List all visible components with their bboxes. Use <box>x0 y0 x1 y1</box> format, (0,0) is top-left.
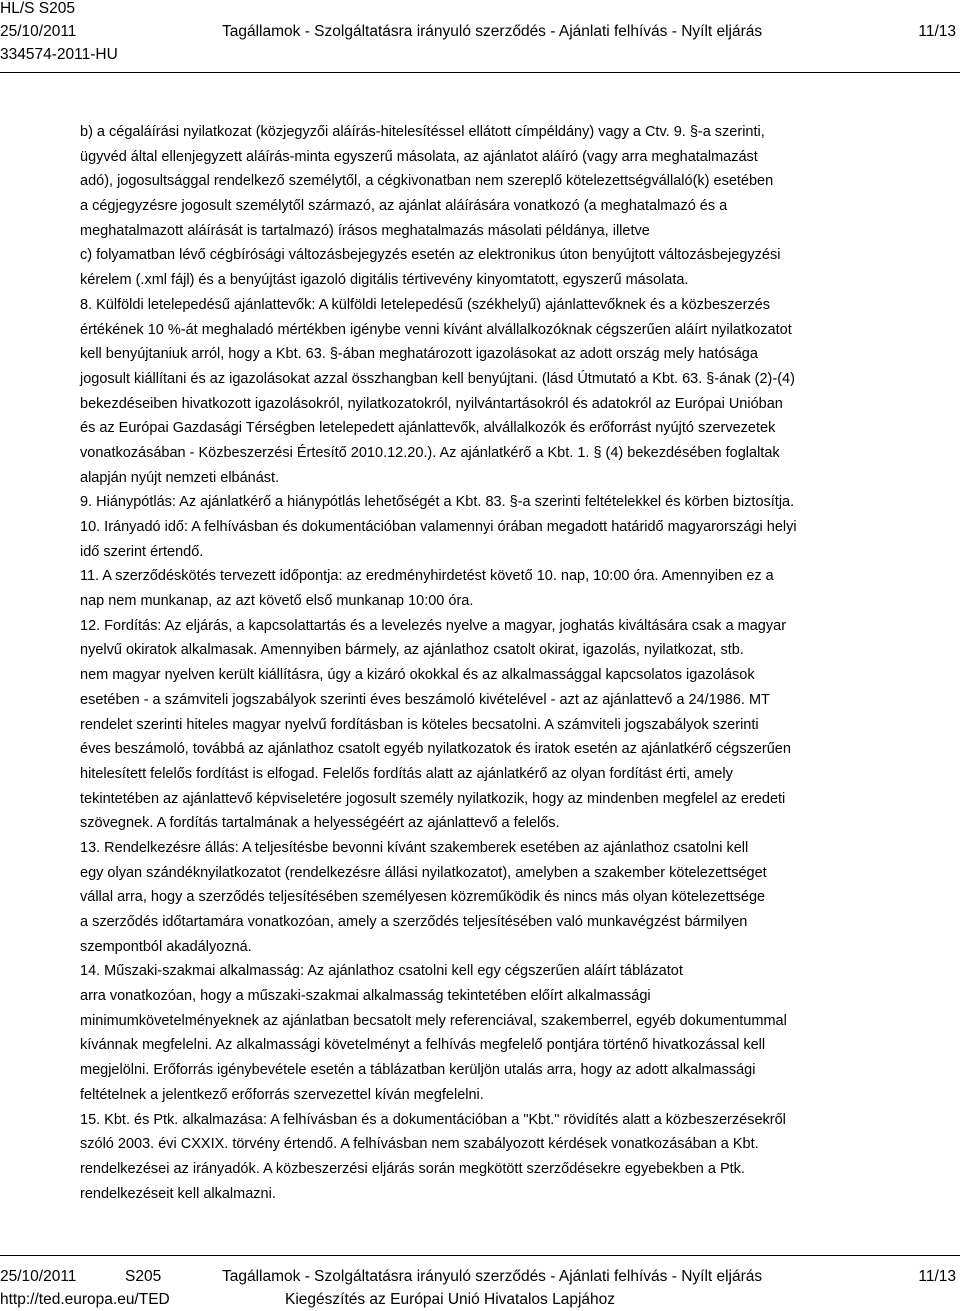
body-line: 9. Hiánypótlás: Az ajánlatkérő a hiánypótlás lehetőségét a Kbt. 83. §-a szerinti feltételekkel és körben biztosítja. <box>80 494 795 511</box>
body-line: kívánnak megfelelni. Az alkalmassági követelményt a felhívás megfelelő pontjára történő hivatkozással kell <box>80 1037 766 1054</box>
header-doc-code: HL/S S205 <box>0 0 75 17</box>
header-date: 25/10/2011 <box>0 23 77 40</box>
body-line: c) folyamatban lévő cégbírósági változásbejegyzés esetén az elektronikus úton benyújtott változásbejegyzési <box>80 247 781 264</box>
footer-rule <box>0 1255 960 1256</box>
body-line: nyelvű okiratok alkalmasak. Amennyiben bármely, az ajánlathoz csatolt okirat, igazolás, nyilatkozat, stb. <box>80 642 744 659</box>
body-line: vállal arra, hogy a szerződés teljesítésében személyesen közreműködik és nincs más olyan kötelezettsége <box>80 889 766 906</box>
body-line: feltételnek a jelentkező erőforrás szervezettel kíván megfelelni. <box>80 1086 484 1103</box>
header-title: Tagállamok - Szolgáltatásra irányuló szerződés - Ajánlati felhívás - Nyílt eljárás <box>222 23 763 40</box>
body-line: szövegnek. A fordítás tartalmának a helyességéért az ajánlattevő a felelős. <box>80 815 560 832</box>
body-line: meghatalmazott aláírását is tartalmazó) írásos meghatalmazás másolati példánya, illetve <box>80 222 650 239</box>
footer-date: 25/10/2011 <box>0 1268 77 1285</box>
body-line: 8. Külföldi letelepedésű ajánlattevők: A külföldi letelepedésű (székhelyű) ajánlattevőknek és a közbeszerzés <box>80 296 770 313</box>
body-line: nap nem munkanap, az azt követő első munkanap 10:00 óra. <box>80 593 474 610</box>
body-line: szempontból akadályozná. <box>80 938 252 955</box>
body-line: 11. A szerződéskötés tervezett időpontja: az eredményhirdetést követő 10. nap, 10:00 óra. Amennyiben ez a <box>80 568 774 585</box>
body-line: adó), jogosultsággal rendelkező személytől, a cégkivonatban nem szereplő kötelezettségvállaló(k) esetében <box>80 173 774 190</box>
footer-doc-code: S205 <box>125 1268 162 1285</box>
body-line: kell benyújtaniuk arról, hogy a Kbt. 63. §-ában meghatározott igazolásokat az adott ország mely hatósága <box>80 346 758 363</box>
body-line: 10. Irányadó idő: A felhívásban és dokumentációban valamennyi órában megadott határidő magyarországi helyi <box>80 519 797 535</box>
body-line: esetében - a számviteli jogszabályok szerinti éves beszámoló kivételével - azt az ajánlattevő a 24/1986. MT <box>80 691 770 708</box>
document-body <box>80 120 956 1206</box>
body-line: idő szerint értendő. <box>80 543 204 560</box>
body-line: rendelkezései az irányadók. A közbeszerzési eljárás során megkötött szerződésekre egyebekben a Ptk. <box>80 1160 745 1177</box>
body-line: b) a cégaláírási nyilatkozat (közjegyzői aláírás-hitelesítéssel ellátott címpéldány) vagy a Ctv. 9. §-a szerinti, <box>80 124 765 140</box>
body-line: értékének 10 %-át meghaladó mértékben igénybe venni kívánt alvállalkozóknak cégszerűen aláírt nyilatkozatot <box>80 321 792 338</box>
body-line: a cégjegyzésre jogosult személytől származó, az ajánlat aláírására vonatkozó (a meghatalmazó és a <box>80 198 728 215</box>
header-page-number: 11/13 <box>918 23 956 40</box>
footer-page-number: 11/13 <box>918 1268 956 1285</box>
body-line: minimumkövetelményeknek az ajánlatban becsatolt mely referenciával, szakemberrel, egyéb dokumentummal <box>80 1012 787 1029</box>
footer-title: Tagállamok - Szolgáltatásra irányuló szerződés - Ajánlati felhívás - Nyílt eljárás <box>222 1268 763 1285</box>
page-footer <box>0 1260 960 1311</box>
body-line: és az Európai Gazdasági Térségben letelepedett ajánlattevők, alvállalkozók és erőforrást nyújtó szervezetek <box>80 420 776 437</box>
body-line: megjelölni. Erőforrás igénybevétele esetén a táblázatban kerüljön utalás arra, hogy az adott alkalmassági <box>80 1062 756 1079</box>
body-line: 13. Rendelkezésre állás: A teljesítésbe bevonni kívánt szakemberek esetében az ajánlathoz csatolni kell <box>80 839 749 856</box>
body-line: szóló 2003. évi CXXIX. törvény értendő. A felhívásban nem szabályozott kérdések vonatkozásában a Kbt. <box>80 1136 759 1153</box>
body-line: arra vonatkozóan, hogy a műszaki-szakmai alkalmasság tekintetében előírt alkalmassági <box>80 988 651 1005</box>
body-line: nem magyar nyelven került kiállításra, úgy a kizáró okokkal és az alkalmassággal kapcsolatos igazolások <box>80 667 755 684</box>
footer-supplement: Kiegészítés az Európai Unió Hivatalos Lapjához <box>285 1291 615 1308</box>
body-line: alapján nyújt nemzeti elbánást. <box>80 469 280 486</box>
body-line: 12. Fordítás: Az eljárás, a kapcsolattartás és a levelezés nyelve a magyar, joghatás kiváltására csak a magyar <box>80 617 787 634</box>
body-line: 14. Műszaki-szakmai alkalmasság: Az ajánlathoz csatolni kell egy cégszerűen aláírt táblázatot <box>80 963 683 980</box>
footer-url: http://ted.europa.eu/TED <box>0 1291 170 1308</box>
body-line: rendelet szerinti hiteles magyar nyelvű fordításban is köteles becsatolni. A számviteli jogszabályok szerinti <box>80 716 759 733</box>
body-line: tekintetében az ajánlattevő képviseletére jogosult személy nyilatkozik, hogy az mindenben megfelel az eredeti <box>80 790 786 807</box>
body-line: jogosult kiállítani és az igazolásokat azzal összhangban kell benyújtani. (lásd Útmutató a Kbt. 63. §-ának (2)-(4) <box>80 370 795 387</box>
header-notice-id: 334574-2011-HU <box>0 46 118 63</box>
page-header <box>0 0 960 70</box>
body-line: a szerződés időtartamára vonatkozóan, amely a szerződés teljesítésében való munkavégzést bármilyen <box>80 914 748 930</box>
body-line: 15. Kbt. és Ptk. alkalmazása: A felhívásban és a dokumentációban a "Kbt." rövidítés alatt a közbeszerzésekről <box>80 1111 786 1128</box>
body-line: vonatkozásában - Közbeszerzési Értesítő 2010.12.20.). Az ajánlatkérő a Kbt. 1. § (4) bekezdésében foglaltak <box>80 444 780 461</box>
body-line: hitelesített felelős fordítást is elfogad. Felelős fordítás alatt az ajánlatkérő az olyan fordítást érti, amely <box>80 765 733 782</box>
body-line: kérelem (.xml fájl) és a benyújtást igazoló digitális tértivevény kinyomtatott, egyszerű másolata. <box>80 272 689 289</box>
body-line: rendelkezéseit kell alkalmazni. <box>80 1185 276 1202</box>
body-line: ügyvéd által ellenjegyzett aláírás-minta egyszerű másolata, az ajánlatot aláíró (vagy arra meghatalmazást <box>80 148 758 165</box>
body-line: egy olyan szándéknyilatkozatot (rendelkezésre állási nyilatkozatot), amelyben a szakember kötelezettséget <box>80 864 767 881</box>
header-rule <box>0 72 960 73</box>
body-line: éves beszámoló, továbbá az ajánlathoz csatolt egyéb nyilatkozatok és iratok esetén az ajánlatkérő cégszerűen <box>80 741 791 758</box>
body-line: bekezdéseiben hivatkozott igazolásokról, nyilatkozatokról, nyilvántartásokról és adatokról az Európai Unióban <box>80 395 783 412</box>
